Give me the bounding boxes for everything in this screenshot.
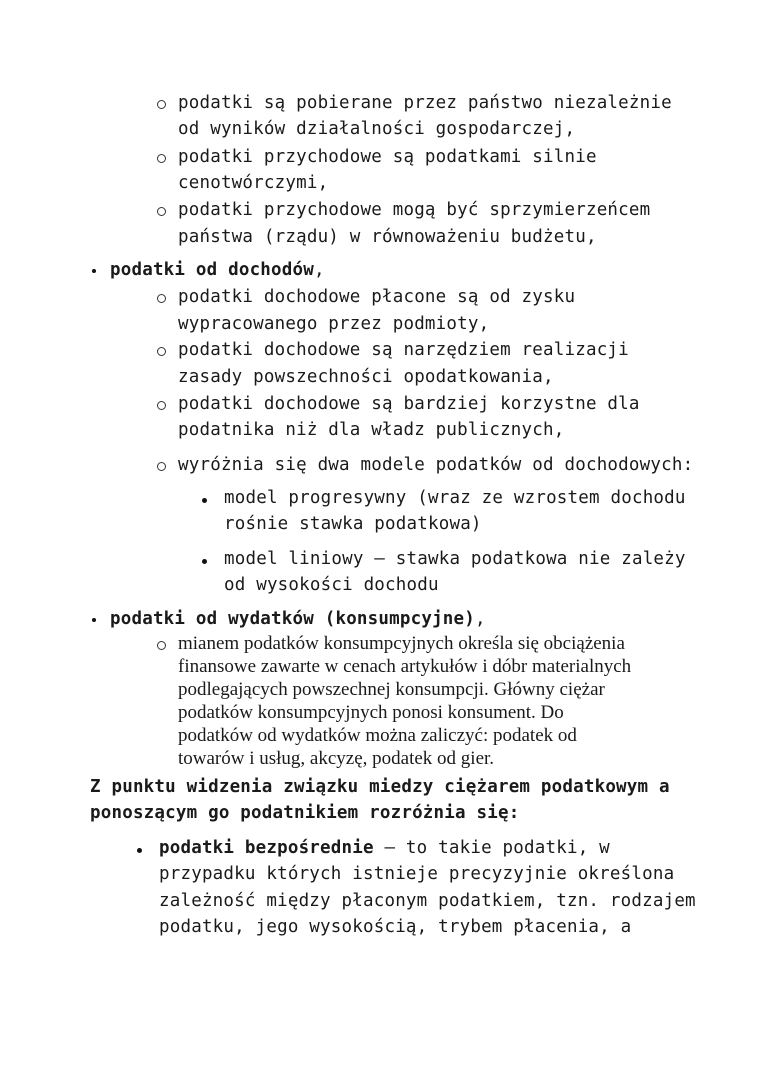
bullet-circle-icon	[157, 294, 166, 303]
direct-taxes-bold: podatki bezpośrednie	[159, 838, 374, 858]
direct-taxes-line: zależność między płaconym podatkiem, tzn. rodzajem	[159, 891, 696, 911]
paragraph-line: podlegających powszechnej konsumpcji. Główny ciężar	[178, 679, 605, 700]
bullet-circle-icon	[157, 100, 166, 109]
section-heading-line: Z punktu widzenia związku miedzy ciężarem podatkowym a	[90, 777, 670, 797]
paragraph-line: mianem podatków konsumpcyjnych określa się obciążenia	[178, 633, 625, 654]
list-item-text: państwa (rządu) w równoważeniu budżetu,	[178, 227, 597, 247]
direct-taxes-line: podatku, jego wysokością, trybem płacenia, a	[159, 917, 632, 937]
section-heading-wydatki	[110, 609, 486, 629]
heading-tail: ,	[313, 260, 325, 280]
direct-taxes-rest: – to takie podatki, w	[373, 838, 610, 858]
bullet-circle-icon	[157, 154, 166, 163]
bullet-dot-icon	[137, 848, 142, 853]
list-item-text: wypracowanego przez podmioty,	[178, 314, 490, 334]
model-item-text: rośnie stawka podatkowa)	[224, 514, 482, 534]
list-item-text: podatki dochodowe są narzędziem realizacji	[178, 340, 629, 360]
list-item-text: od wyników działalności gospodarczej,	[178, 119, 576, 139]
list-item-text: zasady powszechności opodatkowania,	[178, 367, 554, 387]
section-heading-dochody	[110, 260, 325, 280]
bullet-circle-icon	[157, 462, 166, 471]
list-item-text: cenotwórczymi,	[178, 173, 329, 193]
list-item-text: podatki przychodowe mogą być sprzymierzeńcem	[178, 200, 651, 220]
heading-tail: ,	[475, 609, 486, 629]
direct-taxes-line: przypadku których istnieje precyzyjnie określona	[159, 864, 675, 884]
bullet-circle-icon	[157, 347, 166, 356]
bullet-circle-icon	[157, 641, 166, 650]
bullet-dot-icon	[92, 269, 96, 273]
section-heading-line: ponoszącym go podatnikiem rozróżnia się:	[90, 803, 520, 823]
paragraph-line: podatków od wydatków można zaliczyć: podatek od	[178, 725, 577, 746]
paragraph-line: podatków konsumpcyjnych ponosi konsument. Do	[178, 702, 564, 723]
direct-taxes-first-line	[159, 838, 610, 858]
bullet-dot-icon	[202, 498, 207, 503]
bullet-dot-icon	[202, 559, 207, 564]
bullet-circle-icon	[157, 401, 166, 410]
list-item-text: podatnika niż dla władz publicznych,	[178, 420, 565, 440]
model-item-text: model progresywny (wraz ze wzrostem dochodu	[224, 488, 686, 508]
paragraph-line: towarów i usług, akcyzę, podatek od gier.	[178, 748, 495, 769]
heading-bold: podatki od wydatków (konsumpcyjne)	[110, 609, 476, 629]
models-intro-text: wyróżnia się dwa modele podatków od dochodowych:	[178, 455, 694, 475]
list-item-text: podatki przychodowe są podatkami silnie	[178, 147, 597, 167]
paragraph-line: finansowe zawarte w cenach artykułów i dóbr materialnych	[178, 656, 632, 677]
heading-bold: podatki od dochodów	[110, 260, 314, 280]
bullet-dot-icon	[92, 618, 96, 622]
model-item-text: model liniowy – stawka podatkowa nie zależy	[224, 549, 686, 569]
list-item-text: podatki są pobierane przez państwo niezależnie	[178, 93, 672, 113]
list-item-text: podatki dochodowe płacone są od zysku	[178, 287, 576, 307]
model-item-text: od wysokości dochodu	[224, 575, 439, 595]
list-item-text: podatki dochodowe są bardziej korzystne dla	[178, 394, 640, 414]
bullet-circle-icon	[157, 207, 166, 216]
